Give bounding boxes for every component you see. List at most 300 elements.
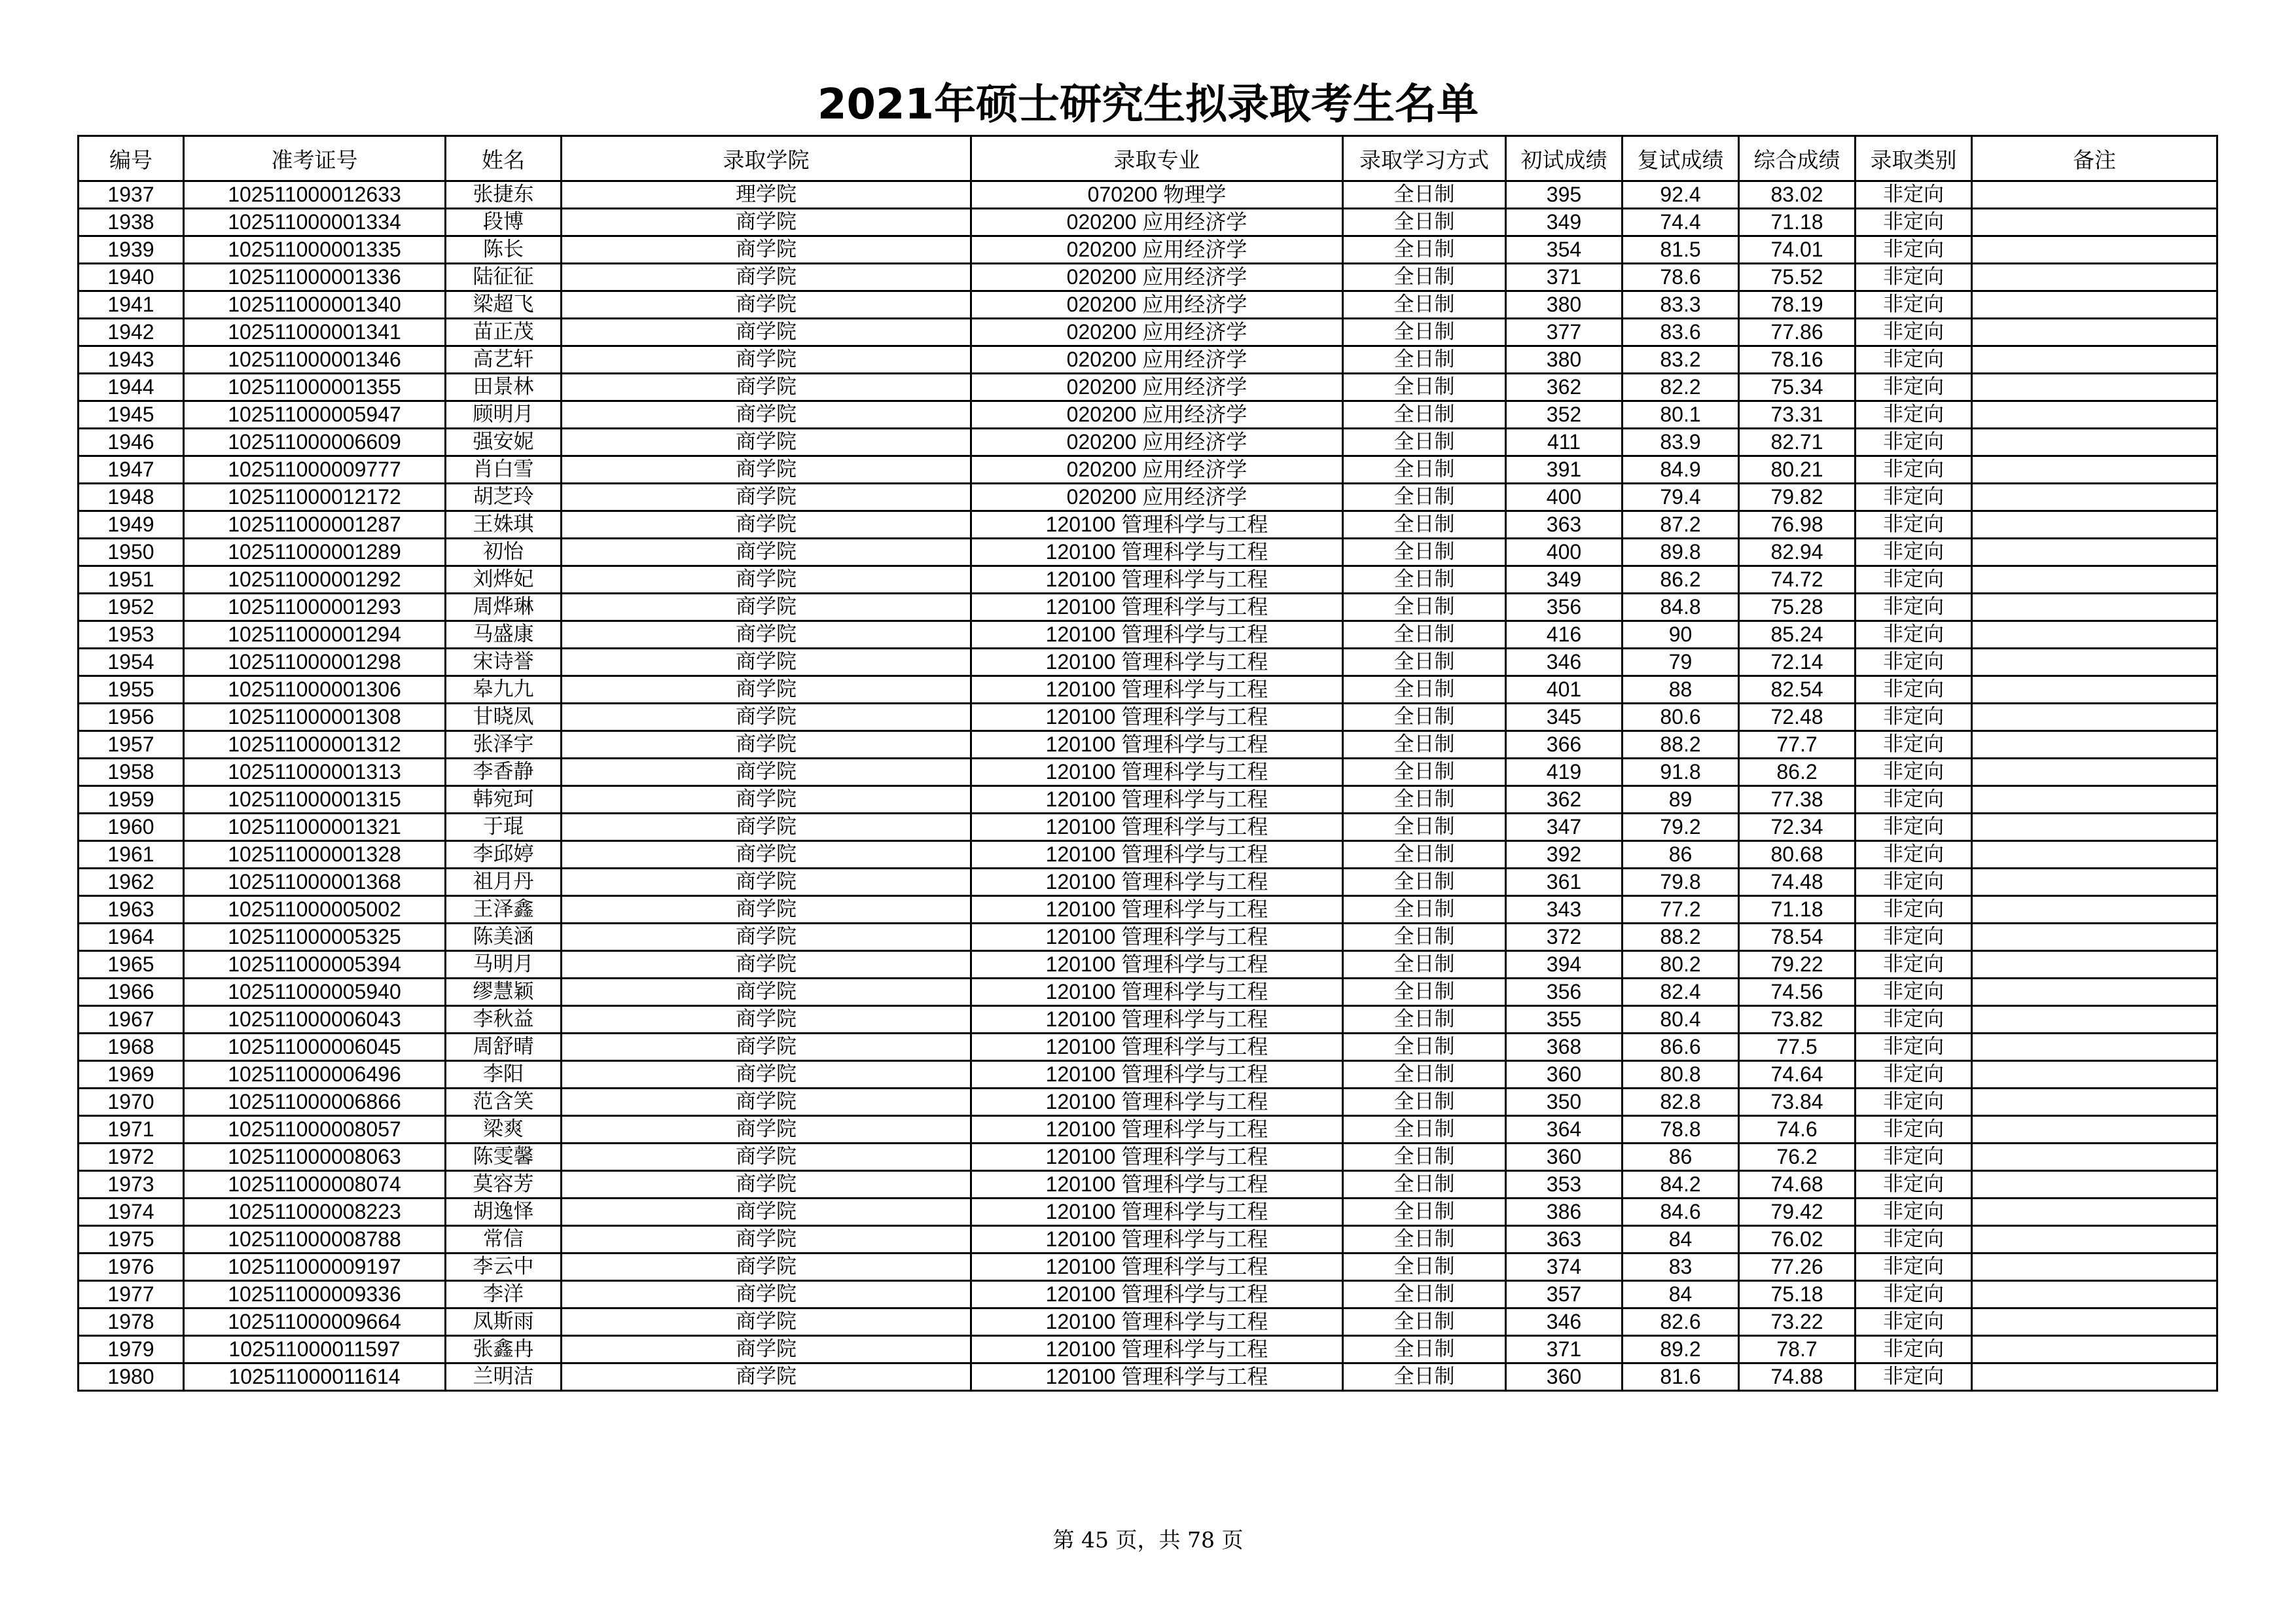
cell-initial-score: 400	[1506, 539, 1623, 566]
cell-study-mode: 全日制	[1343, 456, 1506, 484]
cell-id: 1949	[79, 511, 184, 539]
cell-remarks	[1972, 1089, 2217, 1116]
cell-retest-score: 84.9	[1623, 456, 1739, 484]
cell-overall-score: 77.5	[1739, 1034, 1856, 1061]
cell-major: 120100 管理科学与工程	[971, 979, 1343, 1006]
cell-major: 120100 管理科学与工程	[971, 1254, 1343, 1281]
cell-college: 商学院	[562, 731, 971, 759]
table-row	[79, 566, 2217, 594]
cell-study-mode: 全日制	[1343, 841, 1506, 869]
table-row	[79, 319, 2217, 346]
cell-name: 周烨琳	[446, 594, 562, 621]
cell-initial-score: 394	[1506, 951, 1623, 979]
cell-overall-score: 72.34	[1739, 814, 1856, 841]
cell-id: 1964	[79, 924, 184, 951]
cell-major: 120100 管理科学与工程	[971, 1226, 1343, 1254]
cell-study-mode: 全日制	[1343, 649, 1506, 676]
cell-college: 商学院	[562, 951, 971, 979]
table-row	[79, 1089, 2217, 1116]
cell-remarks	[1972, 841, 2217, 869]
cell-major: 120100 管理科学与工程	[971, 1089, 1343, 1116]
cell-id: 1979	[79, 1336, 184, 1363]
cell-initial-score: 380	[1506, 346, 1623, 374]
cell-overall-score: 77.26	[1739, 1254, 1856, 1281]
cell-college: 商学院	[562, 1144, 971, 1171]
cell-overall-score: 74.56	[1739, 979, 1856, 1006]
cell-initial-score: 368	[1506, 1034, 1623, 1061]
cell-exam-number: 102511000001306	[184, 676, 446, 704]
cell-name: 刘烨妃	[446, 566, 562, 594]
cell-id: 1975	[79, 1226, 184, 1254]
cell-retest-score: 86	[1623, 1144, 1739, 1171]
cell-name: 马明月	[446, 951, 562, 979]
col-header-remarks: 备注	[1972, 136, 2217, 181]
cell-college: 商学院	[562, 539, 971, 566]
cell-college: 商学院	[562, 429, 971, 456]
cell-category: 非定向	[1856, 429, 1972, 456]
cell-category: 非定向	[1856, 759, 1972, 786]
cell-retest-score: 89.8	[1623, 539, 1739, 566]
cell-initial-score: 401	[1506, 676, 1623, 704]
cell-remarks	[1972, 236, 2217, 264]
cell-overall-score: 80.68	[1739, 841, 1856, 869]
cell-college: 商学院	[562, 786, 971, 814]
cell-retest-score: 92.4	[1623, 181, 1739, 209]
cell-remarks	[1972, 1254, 2217, 1281]
cell-initial-score: 374	[1506, 1254, 1623, 1281]
col-header-exam-number: 准考证号	[184, 136, 446, 181]
cell-initial-score: 377	[1506, 319, 1623, 346]
cell-id: 1966	[79, 979, 184, 1006]
table-row	[79, 1363, 2217, 1391]
cell-exam-number: 102511000006609	[184, 429, 446, 456]
cell-college: 商学院	[562, 649, 971, 676]
table-row	[79, 841, 2217, 869]
cell-study-mode: 全日制	[1343, 786, 1506, 814]
cell-overall-score: 73.82	[1739, 1006, 1856, 1034]
cell-overall-score: 86.2	[1739, 759, 1856, 786]
cell-college: 商学院	[562, 511, 971, 539]
cell-category: 非定向	[1856, 1144, 1972, 1171]
cell-college: 商学院	[562, 264, 971, 291]
cell-college: 商学院	[562, 291, 971, 319]
cell-remarks	[1972, 786, 2217, 814]
cell-overall-score: 75.34	[1739, 374, 1856, 401]
cell-remarks	[1972, 346, 2217, 374]
cell-id: 1953	[79, 621, 184, 649]
cell-study-mode: 全日制	[1343, 181, 1506, 209]
cell-retest-score: 82.2	[1623, 374, 1739, 401]
table-row	[79, 1116, 2217, 1144]
cell-category: 非定向	[1856, 1254, 1972, 1281]
cell-name: 顾明月	[446, 401, 562, 429]
cell-exam-number: 102511000006866	[184, 1089, 446, 1116]
cell-exam-number: 102511000001355	[184, 374, 446, 401]
cell-study-mode: 全日制	[1343, 621, 1506, 649]
cell-category: 非定向	[1856, 621, 1972, 649]
cell-initial-score: 372	[1506, 924, 1623, 951]
cell-retest-score: 83	[1623, 1254, 1739, 1281]
cell-initial-score: 349	[1506, 209, 1623, 236]
cell-overall-score: 74.6	[1739, 1116, 1856, 1144]
cell-college: 商学院	[562, 1336, 971, 1363]
cell-id: 1955	[79, 676, 184, 704]
cell-exam-number: 102511000001328	[184, 841, 446, 869]
cell-college: 商学院	[562, 456, 971, 484]
cell-study-mode: 全日制	[1343, 1144, 1506, 1171]
cell-category: 非定向	[1856, 594, 1972, 621]
cell-study-mode: 全日制	[1343, 1006, 1506, 1034]
cell-college: 商学院	[562, 1006, 971, 1034]
cell-exam-number: 102511000009197	[184, 1254, 446, 1281]
cell-name: 韩宛珂	[446, 786, 562, 814]
cell-name: 王泽鑫	[446, 896, 562, 924]
cell-major: 120100 管理科学与工程	[971, 896, 1343, 924]
cell-college: 商学院	[562, 869, 971, 896]
table-row	[79, 374, 2217, 401]
cell-initial-score: 349	[1506, 566, 1623, 594]
cell-initial-score: 360	[1506, 1363, 1623, 1391]
cell-major: 120100 管理科学与工程	[971, 1034, 1343, 1061]
cell-name: 宋诗誉	[446, 649, 562, 676]
table-row	[79, 869, 2217, 896]
cell-remarks	[1972, 924, 2217, 951]
cell-id: 1957	[79, 731, 184, 759]
cell-college: 商学院	[562, 896, 971, 924]
cell-exam-number: 102511000005002	[184, 896, 446, 924]
cell-name: 陆征征	[446, 264, 562, 291]
cell-category: 非定向	[1856, 374, 1972, 401]
cell-name: 陈长	[446, 236, 562, 264]
cell-category: 非定向	[1856, 511, 1972, 539]
cell-name: 张鑫冉	[446, 1336, 562, 1363]
cell-name: 甘晓凤	[446, 704, 562, 731]
cell-major: 020200 应用经济学	[971, 319, 1343, 346]
cell-retest-score: 80.2	[1623, 951, 1739, 979]
cell-category: 非定向	[1856, 1116, 1972, 1144]
cell-retest-score: 78.8	[1623, 1116, 1739, 1144]
cell-overall-score: 82.94	[1739, 539, 1856, 566]
table-row	[79, 814, 2217, 841]
cell-retest-score: 80.6	[1623, 704, 1739, 731]
col-header-id: 编号	[79, 136, 184, 181]
cell-remarks	[1972, 566, 2217, 594]
cell-category: 非定向	[1856, 841, 1972, 869]
table-row	[79, 346, 2217, 374]
cell-remarks	[1972, 1006, 2217, 1034]
cell-retest-score: 84	[1623, 1226, 1739, 1254]
cell-exam-number: 102511000008074	[184, 1171, 446, 1199]
cell-category: 非定向	[1856, 1226, 1972, 1254]
cell-exam-number: 102511000001340	[184, 291, 446, 319]
cell-overall-score: 72.48	[1739, 704, 1856, 731]
cell-name: 强安妮	[446, 429, 562, 456]
cell-id: 1952	[79, 594, 184, 621]
cell-remarks	[1972, 1363, 2217, 1391]
cell-id: 1954	[79, 649, 184, 676]
cell-study-mode: 全日制	[1343, 1254, 1506, 1281]
cell-exam-number: 102511000006045	[184, 1034, 446, 1061]
cell-retest-score: 84.2	[1623, 1171, 1739, 1199]
cell-exam-number: 102511000005325	[184, 924, 446, 951]
cell-id: 1971	[79, 1116, 184, 1144]
table-body	[79, 181, 2217, 1391]
cell-retest-score: 84.8	[1623, 594, 1739, 621]
cell-exam-number: 102511000008057	[184, 1116, 446, 1144]
cell-id: 1976	[79, 1254, 184, 1281]
cell-exam-number: 102511000008063	[184, 1144, 446, 1171]
cell-overall-score: 79.82	[1739, 484, 1856, 511]
cell-overall-score: 74.48	[1739, 869, 1856, 896]
cell-remarks	[1972, 484, 2217, 511]
cell-overall-score: 78.7	[1739, 1336, 1856, 1363]
cell-name: 高艺轩	[446, 346, 562, 374]
cell-initial-score: 362	[1506, 786, 1623, 814]
cell-remarks	[1972, 814, 2217, 841]
cell-overall-score: 76.2	[1739, 1144, 1856, 1171]
table-row	[79, 1006, 2217, 1034]
table-row	[79, 1281, 2217, 1308]
cell-name: 莫容芳	[446, 1171, 562, 1199]
cell-initial-score: 361	[1506, 869, 1623, 896]
cell-major: 120100 管理科学与工程	[971, 731, 1343, 759]
cell-remarks	[1972, 209, 2217, 236]
cell-overall-score: 85.24	[1739, 621, 1856, 649]
cell-study-mode: 全日制	[1343, 511, 1506, 539]
cell-overall-score: 73.31	[1739, 401, 1856, 429]
cell-college: 商学院	[562, 1034, 971, 1061]
cell-exam-number: 102511000001293	[184, 594, 446, 621]
cell-id: 1950	[79, 539, 184, 566]
cell-major: 120100 管理科学与工程	[971, 924, 1343, 951]
cell-study-mode: 全日制	[1343, 951, 1506, 979]
cell-remarks	[1972, 1336, 2217, 1363]
col-header-overall-score: 综合成绩	[1739, 136, 1856, 181]
cell-exam-number: 102511000001292	[184, 566, 446, 594]
cell-remarks	[1972, 539, 2217, 566]
cell-retest-score: 89.2	[1623, 1336, 1739, 1363]
cell-college: 商学院	[562, 209, 971, 236]
cell-retest-score: 79.8	[1623, 869, 1739, 896]
cell-remarks	[1972, 759, 2217, 786]
cell-major: 020200 应用经济学	[971, 484, 1343, 511]
cell-id: 1940	[79, 264, 184, 291]
cell-category: 非定向	[1856, 704, 1972, 731]
cell-major: 120100 管理科学与工程	[971, 1308, 1343, 1336]
cell-id: 1972	[79, 1144, 184, 1171]
cell-remarks	[1972, 511, 2217, 539]
cell-name: 马盛康	[446, 621, 562, 649]
cell-remarks	[1972, 1034, 2217, 1061]
cell-initial-score: 416	[1506, 621, 1623, 649]
cell-college: 商学院	[562, 759, 971, 786]
cell-category: 非定向	[1856, 566, 1972, 594]
cell-name: 李邱婷	[446, 841, 562, 869]
cell-category: 非定向	[1856, 319, 1972, 346]
cell-initial-score: 364	[1506, 1116, 1623, 1144]
cell-college: 商学院	[562, 484, 971, 511]
cell-remarks	[1972, 731, 2217, 759]
cell-remarks	[1972, 1199, 2217, 1226]
cell-initial-score: 346	[1506, 649, 1623, 676]
cell-category: 非定向	[1856, 291, 1972, 319]
cell-retest-score: 86	[1623, 841, 1739, 869]
cell-overall-score: 83.02	[1739, 181, 1856, 209]
cell-college: 商学院	[562, 1308, 971, 1336]
cell-overall-score: 78.16	[1739, 346, 1856, 374]
cell-id: 1939	[79, 236, 184, 264]
cell-retest-score: 79	[1623, 649, 1739, 676]
cell-college: 理学院	[562, 181, 971, 209]
cell-remarks	[1972, 401, 2217, 429]
cell-overall-score: 71.18	[1739, 896, 1856, 924]
cell-exam-number: 102511000001321	[184, 814, 446, 841]
cell-overall-score: 76.02	[1739, 1226, 1856, 1254]
col-header-retest-score: 复试成绩	[1623, 136, 1739, 181]
cell-name: 常信	[446, 1226, 562, 1254]
cell-exam-number: 102511000001368	[184, 869, 446, 896]
cell-exam-number: 102511000011614	[184, 1363, 446, 1391]
cell-study-mode: 全日制	[1343, 1308, 1506, 1336]
cell-name: 田景林	[446, 374, 562, 401]
cell-college: 商学院	[562, 1116, 971, 1144]
cell-initial-score: 353	[1506, 1171, 1623, 1199]
cell-exam-number: 102511000006043	[184, 1006, 446, 1034]
cell-name: 祖月丹	[446, 869, 562, 896]
cell-exam-number: 102511000009777	[184, 456, 446, 484]
cell-overall-score: 79.42	[1739, 1199, 1856, 1226]
cell-college: 商学院	[562, 676, 971, 704]
cell-exam-number: 102511000001336	[184, 264, 446, 291]
cell-category: 非定向	[1856, 346, 1972, 374]
cell-study-mode: 全日制	[1343, 1089, 1506, 1116]
cell-exam-number: 102511000001346	[184, 346, 446, 374]
cell-category: 非定向	[1856, 649, 1972, 676]
cell-major: 120100 管理科学与工程	[971, 1006, 1343, 1034]
cell-retest-score: 90	[1623, 621, 1739, 649]
table-row	[79, 896, 2217, 924]
cell-major: 120100 管理科学与工程	[971, 1199, 1343, 1226]
cell-initial-score: 356	[1506, 979, 1623, 1006]
cell-retest-score: 83.2	[1623, 346, 1739, 374]
col-header-category: 录取类别	[1856, 136, 1972, 181]
cell-study-mode: 全日制	[1343, 566, 1506, 594]
cell-remarks	[1972, 951, 2217, 979]
cell-id: 1963	[79, 896, 184, 924]
cell-initial-score: 355	[1506, 1006, 1623, 1034]
cell-category: 非定向	[1856, 676, 1972, 704]
cell-overall-score: 75.18	[1739, 1281, 1856, 1308]
cell-overall-score: 74.01	[1739, 236, 1856, 264]
table-row	[79, 1336, 2217, 1363]
cell-major: 120100 管理科学与工程	[971, 594, 1343, 621]
cell-id: 1958	[79, 759, 184, 786]
cell-exam-number: 102511000005940	[184, 979, 446, 1006]
table-row	[79, 786, 2217, 814]
cell-study-mode: 全日制	[1343, 924, 1506, 951]
cell-study-mode: 全日制	[1343, 484, 1506, 511]
cell-initial-score: 357	[1506, 1281, 1623, 1308]
cell-remarks	[1972, 1281, 2217, 1308]
cell-study-mode: 全日制	[1343, 264, 1506, 291]
cell-major: 020200 应用经济学	[971, 291, 1343, 319]
cell-exam-number: 102511000008788	[184, 1226, 446, 1254]
cell-initial-score: 356	[1506, 594, 1623, 621]
cell-overall-score: 76.98	[1739, 511, 1856, 539]
cell-remarks	[1972, 291, 2217, 319]
cell-category: 非定向	[1856, 456, 1972, 484]
cell-college: 商学院	[562, 1281, 971, 1308]
cell-overall-score: 77.38	[1739, 786, 1856, 814]
table-row	[79, 264, 2217, 291]
cell-id: 1967	[79, 1006, 184, 1034]
cell-study-mode: 全日制	[1343, 429, 1506, 456]
cell-major: 020200 应用经济学	[971, 401, 1343, 429]
cell-college: 商学院	[562, 1254, 971, 1281]
cell-category: 非定向	[1856, 1281, 1972, 1308]
cell-name: 李阳	[446, 1061, 562, 1089]
cell-category: 非定向	[1856, 814, 1972, 841]
cell-category: 非定向	[1856, 731, 1972, 759]
table-row	[79, 704, 2217, 731]
cell-name: 兰明洁	[446, 1363, 562, 1391]
table-row	[79, 1226, 2217, 1254]
cell-college: 商学院	[562, 814, 971, 841]
table-row	[79, 181, 2217, 209]
cell-college: 商学院	[562, 979, 971, 1006]
cell-overall-score: 78.19	[1739, 291, 1856, 319]
cell-id: 1944	[79, 374, 184, 401]
cell-college: 商学院	[562, 924, 971, 951]
cell-major: 120100 管理科学与工程	[971, 1116, 1343, 1144]
col-header-study-mode: 录取学习方式	[1343, 136, 1506, 181]
cell-major: 020200 应用经济学	[971, 456, 1343, 484]
cell-name: 段博	[446, 209, 562, 236]
cell-study-mode: 全日制	[1343, 346, 1506, 374]
cell-overall-score: 77.7	[1739, 731, 1856, 759]
cell-college: 商学院	[562, 1089, 971, 1116]
cell-overall-score: 77.86	[1739, 319, 1856, 346]
table-row	[79, 456, 2217, 484]
cell-retest-score: 83.3	[1623, 291, 1739, 319]
cell-major: 020200 应用经济学	[971, 209, 1343, 236]
table-row	[79, 649, 2217, 676]
cell-overall-score: 73.22	[1739, 1308, 1856, 1336]
cell-initial-score: 419	[1506, 759, 1623, 786]
cell-exam-number: 102511000001341	[184, 319, 446, 346]
cell-college: 商学院	[562, 346, 971, 374]
cell-remarks	[1972, 429, 2217, 456]
cell-category: 非定向	[1856, 401, 1972, 429]
cell-name: 陈雯馨	[446, 1144, 562, 1171]
cell-college: 商学院	[562, 319, 971, 346]
cell-name: 李洋	[446, 1281, 562, 1308]
cell-name: 范含笑	[446, 1089, 562, 1116]
cell-major: 120100 管理科学与工程	[971, 1363, 1343, 1391]
cell-category: 非定向	[1856, 786, 1972, 814]
cell-id: 1959	[79, 786, 184, 814]
cell-study-mode: 全日制	[1343, 1171, 1506, 1199]
cell-study-mode: 全日制	[1343, 594, 1506, 621]
cell-retest-score: 86.2	[1623, 566, 1739, 594]
cell-category: 非定向	[1856, 181, 1972, 209]
cell-remarks	[1972, 319, 2217, 346]
cell-exam-number: 102511000001334	[184, 209, 446, 236]
cell-id: 1969	[79, 1061, 184, 1089]
cell-retest-score: 83.9	[1623, 429, 1739, 456]
cell-study-mode: 全日制	[1343, 1199, 1506, 1226]
cell-remarks	[1972, 374, 2217, 401]
